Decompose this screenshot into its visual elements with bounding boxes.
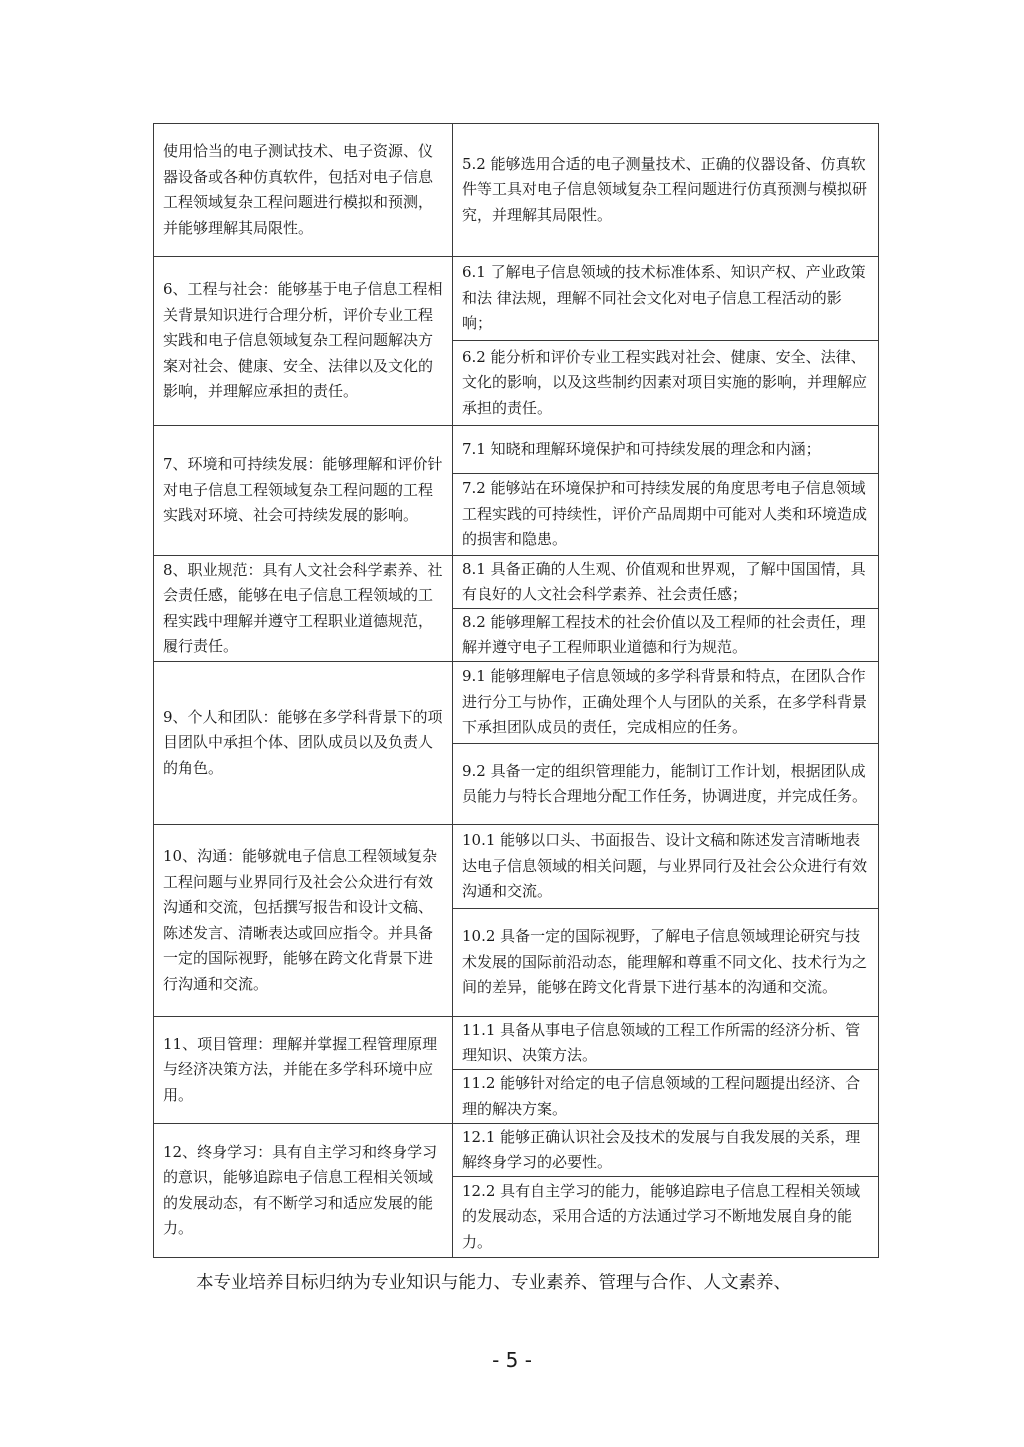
requirement-cell	[154, 426, 453, 556]
requirement-cell	[154, 662, 453, 825]
summary-paragraph: 本专业培养目标归纳为专业知识与能力、专业素养、管理与合作、人文素养、	[196, 1273, 791, 1293]
indicator-cell	[453, 124, 879, 257]
indicator-text: 7.2 能够站在环境保护和可持续发展的角度思考电子信息领域工程实践的可持续性，评价产品周期中可能对人类和环境造成的损害和隐患。	[462, 479, 868, 549]
requirement-cell	[154, 1124, 453, 1258]
indicator-cell	[453, 341, 879, 426]
indicator-text: 12.2 具有自主学习的能力，能够追踪电子信息工程相关领域的发展动态，采用合适的方法通过学习不断地发展自身的能力。	[462, 1181, 861, 1251]
indicator-cell	[453, 825, 879, 909]
requirement-text: 9、个人和团队：能够在多学科背景下的项目团队中承担个体、团队成员以及负责人的角色。	[163, 707, 443, 777]
indicator-cell	[453, 1177, 879, 1258]
indicator-cell	[453, 744, 879, 825]
indicator-text: 11.1 具备从事电子信息领域的工程工作所需的经济分析、管理知识、决策方法。	[462, 1020, 861, 1064]
table-row	[154, 124, 879, 257]
indicator-cell	[453, 257, 879, 341]
indicator-text: 7.1 知晓和理解环境保护和可持续发展的理念和内涵；	[462, 439, 821, 458]
table-row	[154, 825, 879, 909]
requirement-cell	[154, 825, 453, 1017]
indicator-cell	[453, 1124, 879, 1177]
requirement-text: 11、项目管理：理解并掌握工程管理原理与经济决策方法，并能在多学科环境中应用。	[163, 1034, 438, 1104]
table-row	[154, 1017, 879, 1070]
indicator-text: 8.2 能够理解工程技术的社会价值以及工程师的社会责任，理解并遵守电子工程师职业道德和行为规范。	[462, 612, 866, 656]
indicator-text: 5.2 能够选用合适的电子测量技术、正确的仪器设备、仿真软件等工具对电子信息领域复杂工程问题进行仿真预测与模拟研究，并理解其局限性。	[462, 154, 868, 224]
requirement-cell	[154, 257, 453, 426]
indicator-text: 10.1 能够以口头、书面报告、设计文稿和陈述发言清晰地表达电子信息领域的相关问题，与业界同行及社会公众进行有效沟通和交流。	[462, 831, 868, 901]
table-row	[154, 257, 879, 341]
table-row	[154, 426, 879, 474]
table-row	[154, 556, 879, 609]
requirement-text: 12、终身学习：具有自主学习和终身学习的意识，能够追踪电子信息工程相关领域的发展动态，有不断学习和适应发展的能力。	[163, 1142, 438, 1237]
requirement-cell	[154, 1017, 453, 1124]
requirement-text: 10、沟通：能够就电子信息工程领域复杂工程问题与业界同行及社会公众进行有效沟通和交流，包括撰写报告和设计文稿、陈述发言、清晰表达或回应指令。并具备一定的国际视野，能够在跨文化背景下进行沟通和交流。	[163, 847, 438, 993]
requirement-text: 8、职业规范：具有人文社会科学素养、社会责任感，能够在电子信息工程领域的工程实践中理解并遵守工程职业道德规范，履行责任。	[163, 560, 443, 655]
page-number: - 5 -	[492, 1348, 532, 1372]
requirement-text: 6、工程与社会：能够基于电子信息工程相关背景知识进行合理分析，评价专业工程实践和电子信息领域复杂工程问题解决方案对社会、健康、安全、法律以及文化的影响，并理解应承担的责任。	[163, 280, 443, 401]
table-row	[154, 1124, 879, 1177]
table-row	[154, 662, 879, 744]
indicator-cell	[453, 609, 879, 662]
indicator-text: 11.2 能够针对给定的电子信息领域的工程问题提出经济、合理的解决方案。	[462, 1074, 861, 1118]
indicator-text: 9.2 具备一定的组织管理能力，能制订工作计划，根据团队成员能力与特长合理地分配工作任务，协调进度，并完成任务。	[462, 761, 868, 805]
indicator-text: 9.1 能够理解电子信息领域的多学科背景和特点，在团队合作进行分工与协作，正确处理个人与团队的关系，在多学科背景下承担团队成员的责任，完成相应的任务。	[462, 667, 868, 737]
indicator-text: 8.1 具备正确的人生观、价值观和世界观，了解中国国情，具有良好的人文社会科学素养、社会责任感；	[462, 559, 866, 603]
indicator-cell	[453, 662, 879, 744]
indicator-cell	[453, 556, 879, 609]
requirement-text: 7、环境和可持续发展：能够理解和评价针对电子信息工程领域复杂工程问题的工程实践对环境、社会可持续发展的影响。	[163, 455, 443, 525]
indicator-cell	[453, 426, 879, 474]
indicator-cell	[453, 474, 879, 556]
indicator-text: 10.2 具备一定的国际视野，了解电子信息领域理论研究与技术发展的国际前沿动态，能理解和尊重不同文化、技术行为之间的差异，能够在跨文化背景下进行基本的沟通和交流。	[462, 927, 868, 997]
indicator-cell	[453, 1070, 879, 1124]
indicator-text: 6.1 了解电子信息领域的技术标准体系、知识产权、产业政策和法 律法规，理解不同社会文化对电子信息工程活动的影响；	[462, 263, 866, 333]
indicator-cell	[453, 909, 879, 1017]
requirement-text: 使用恰当的电子测试技术、电子资源、仪器设备或各种仿真软件，包括对电子信息工程领域复杂工程问题进行模拟和预测，并能够理解其局限性。	[163, 142, 434, 237]
indicator-text: 12.1 能够正确认识社会及技术的发展与自我发展的关系，理解终身学习的必要性。	[462, 1127, 861, 1171]
requirement-cell	[154, 556, 453, 662]
requirement-cell	[154, 124, 453, 257]
indicator-text: 6.2 能分析和评价专业工程实践对社会、健康、安全、法律、文化的影响，以及这些制约因素对项目实施的影响，并理解应承担的责任。	[462, 347, 868, 417]
graduation-requirements-table	[153, 123, 879, 1258]
indicator-cell	[453, 1017, 879, 1070]
